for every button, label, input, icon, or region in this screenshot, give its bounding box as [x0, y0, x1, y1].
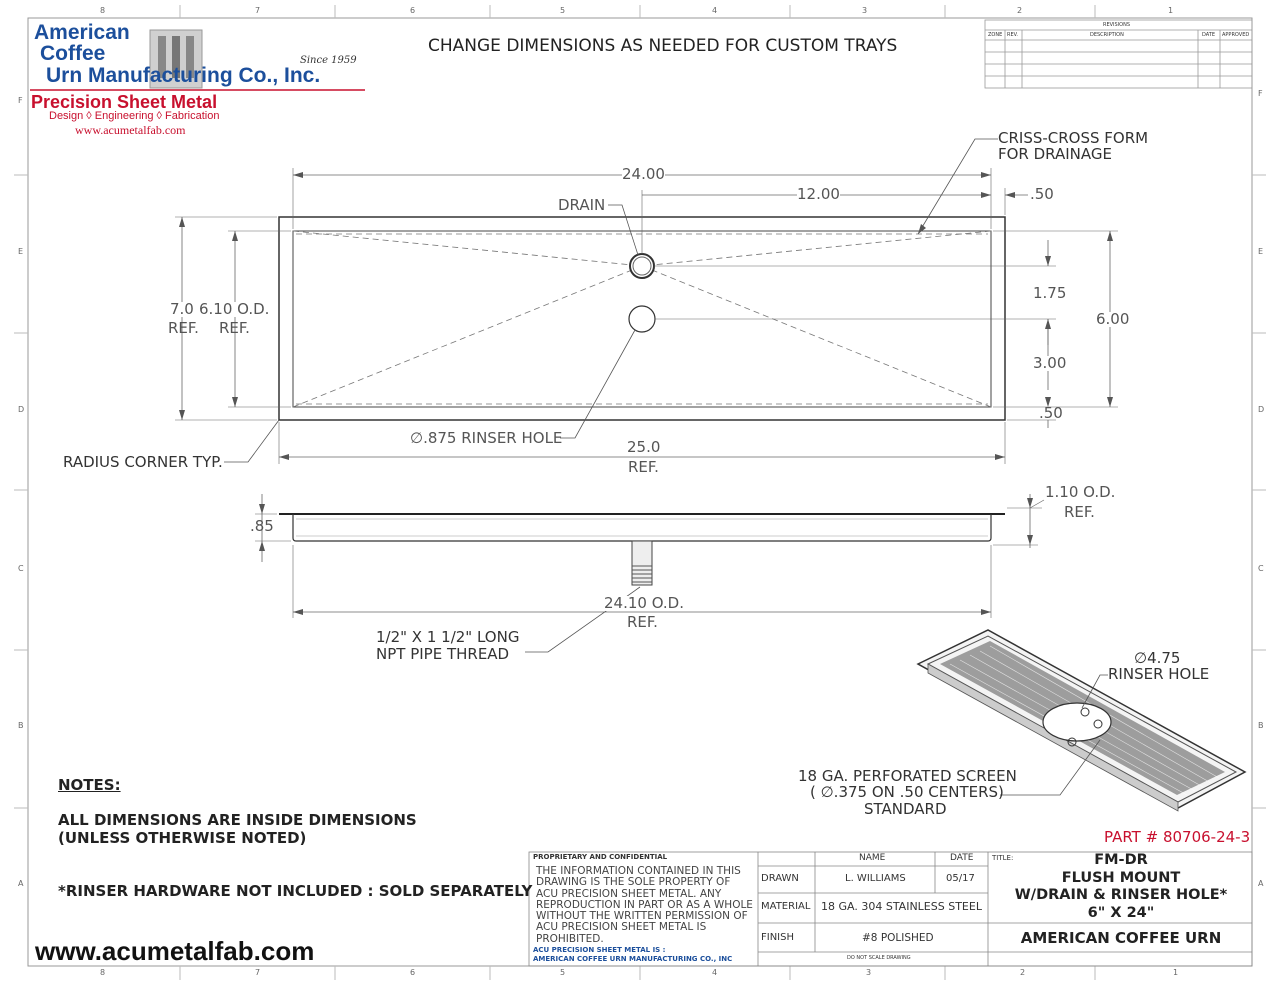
zone-num-bottom-4: 4	[712, 968, 718, 977]
iso-rinser-hole	[1043, 703, 1111, 741]
legal-line: DRAWING IS THE SOLE PROPERTY OF	[536, 876, 731, 889]
logo-services: Design ◊ Engineering ◊ Fabrication	[49, 110, 220, 122]
zone-num-bottom-7: 7	[255, 968, 261, 977]
screen-label-3: STANDARD	[864, 800, 947, 818]
zone-num-bottom-1: 1	[1173, 968, 1179, 977]
dim-610: 6.10 O.D.	[199, 300, 270, 318]
legal-line: ACU PRECISION SHEET METAL IS	[536, 921, 707, 934]
zone-num-3: 3	[862, 6, 868, 15]
zone-letter-a: A	[18, 879, 24, 888]
legal-line: PROHIBITED.	[536, 932, 604, 945]
criss-cross-label-1: CRISS-CROSS FORM	[998, 129, 1149, 147]
part-number: PART # 80706-24-3	[1104, 828, 1251, 846]
drawing-title	[990, 852, 1252, 922]
zone-num-4: 4	[712, 6, 718, 15]
notes-line-2: (UNLESS OTHERWISE NOTED)	[58, 829, 307, 847]
dim-50-top: .50	[1030, 185, 1054, 203]
date-header: DATE	[950, 853, 974, 863]
dim-50-bot: .50	[1039, 404, 1063, 422]
legal-line: REPRODUCTION IN PART OR AS A WHOLE	[536, 898, 753, 911]
zone-letter-d: D	[18, 405, 25, 414]
revisions-table	[985, 20, 1252, 88]
zone-num-2: 2	[1017, 6, 1023, 15]
zone-letter-c: C	[18, 564, 24, 573]
notes-line-3: *RINSER HARDWARE NOT INCLUDED : SOLD SEPARATELY	[58, 882, 533, 900]
zone-letter-right-f: F	[1258, 89, 1263, 98]
zone-num-1: 1	[1168, 6, 1174, 15]
title-line-3: W/DRAIN & RINSER HOLE*	[1014, 887, 1228, 903]
finish-label: FINISH	[761, 932, 794, 943]
proprietary-text	[536, 866, 753, 945]
legal-line: ACU PRECISION SHEET METAL. ANY	[536, 887, 722, 900]
rinser-hole-small	[629, 306, 655, 332]
do-not-scale: DO NOT SCALE DRAWING	[847, 955, 911, 961]
zone-letter-right-c: C	[1258, 564, 1264, 573]
logo-coffee: Coffee	[40, 42, 106, 65]
top-view	[175, 139, 1118, 464]
logo-tagline: Precision Sheet Metal	[31, 92, 218, 112]
screen-label-2: ( ∅.375 ON .50 CENTERS)	[810, 783, 1004, 801]
revisions-title: REVISIONS	[1103, 22, 1131, 28]
material-value: 18 GA. 304 STAINLESS STEEL	[821, 900, 982, 913]
legal-line: WITHOUT THE WRITTEN PERMISSION OF	[536, 910, 748, 923]
zone-letter-e: E	[18, 247, 24, 256]
zone-num-bottom-5: 5	[560, 968, 566, 977]
proprietary-heading: PROPRIETARY AND CONFIDENTIAL	[533, 853, 668, 861]
notes-line-1: ALL DIMENSIONS ARE INSIDE DIMENSIONS	[58, 811, 417, 829]
dim-2410-ref: REF.	[627, 613, 658, 631]
zone-num-bottom-2: 2	[1020, 968, 1026, 977]
dim-300: 3.00	[1033, 354, 1067, 372]
zone-num-bottom-8: 8	[100, 968, 106, 977]
drain-label: DRAIN	[558, 196, 606, 214]
zone-num-bottom-3: 3	[866, 968, 872, 977]
zone-letter-f: F	[18, 96, 23, 105]
title-line-2: FLUSH MOUNT	[1061, 869, 1181, 886]
acu-line: ACU PRECISION SHEET METAL IS :	[533, 946, 666, 954]
rev-col-approved: APPROVED	[1222, 32, 1250, 38]
dim-610-ref: REF.	[219, 319, 250, 337]
logo-since: Since 1959	[300, 55, 357, 66]
title-line-4: 6" X 24"	[1087, 904, 1155, 921]
notes-heading: NOTES:	[58, 776, 121, 794]
zone-num-bottom-6: 6	[410, 968, 416, 977]
website-footer[interactable]: www.acumetalfab.com	[35, 936, 315, 966]
dim-25-ref: REF.	[628, 458, 659, 476]
zone-letter-right-a: A	[1258, 879, 1264, 888]
zone-letter-right-d: D	[1258, 405, 1265, 414]
dim-25: 25.0	[627, 438, 661, 456]
thread-label-2: NPT PIPE THREAD	[376, 645, 510, 663]
dim-12: 12.00	[797, 185, 840, 203]
dim-110: 1.10 O.D.	[1045, 483, 1116, 501]
rev-col-rev: REV.	[1007, 32, 1018, 38]
title-label: TITLE:	[992, 854, 1014, 862]
zone-num-7: 7	[255, 6, 261, 15]
rev-col-description: DESCRIPTION	[1090, 32, 1124, 38]
dim-24: 24.00	[622, 165, 665, 183]
zone-num-6: 6	[410, 6, 416, 15]
legal-line: THE INFORMATION CONTAINED IN THIS	[536, 865, 741, 877]
material-label: MATERIAL	[761, 901, 811, 912]
company-name: AMERICAN COFFEE URN	[1020, 929, 1222, 947]
acu-line-2: AMERICAN COFFEE URN MANUFACTURING CO., INC	[533, 955, 733, 963]
rev-col-date: DATE	[1202, 32, 1216, 38]
drawn-label: DRAWN	[761, 873, 799, 884]
zone-letter-right-e: E	[1258, 247, 1264, 256]
dim-7-ref-2: REF.	[168, 319, 199, 337]
dim-175: 1.75	[1033, 284, 1067, 302]
drain-hole	[630, 254, 654, 278]
name-header: NAME	[859, 853, 886, 863]
thread-label-1: 1/2" X 1 1/2" LONG	[376, 628, 520, 646]
iso-rinser-dim: ∅4.75	[1134, 649, 1181, 667]
page-title: CHANGE DIMENSIONS AS NEEDED FOR CUSTOM TRAYS	[428, 36, 898, 56]
dim-110-ref: REF.	[1064, 503, 1095, 521]
zone-letter-b: B	[18, 721, 24, 730]
logo-american: American	[34, 21, 130, 44]
zone-num-8: 8	[100, 6, 106, 15]
iso-rinser-label: RINSER HOLE	[1108, 665, 1210, 683]
rev-col-zone: ZONE	[988, 32, 1003, 38]
zone-num-5: 5	[560, 6, 566, 15]
dim-2410: 24.10 O.D.	[604, 594, 684, 612]
drawn-name: L. WILLIAMS	[845, 873, 906, 884]
screen-label-1: 18 GA. PERFORATED SCREEN	[798, 767, 1017, 785]
dim-7-ref: 7.0	[170, 300, 194, 318]
logo-urn-co: Urn Manufacturing Co., Inc.	[46, 64, 321, 87]
radius-corner-label: RADIUS CORNER TYP.	[63, 453, 223, 471]
finish-value: #8 POLISHED	[862, 932, 934, 944]
criss-cross-label-2: FOR DRAINAGE	[998, 145, 1112, 163]
logo-url[interactable]: www.acumetalfab.com	[75, 123, 186, 137]
dim-600: 6.00	[1096, 310, 1130, 328]
zone-letter-right-b: B	[1258, 721, 1264, 730]
rinser-hole-label: ∅.875 RINSER HOLE	[410, 429, 563, 447]
drawn-date: 05/17	[946, 873, 975, 884]
title-line-1: FM-DR	[1094, 852, 1148, 868]
dim-85: .85	[250, 517, 274, 535]
